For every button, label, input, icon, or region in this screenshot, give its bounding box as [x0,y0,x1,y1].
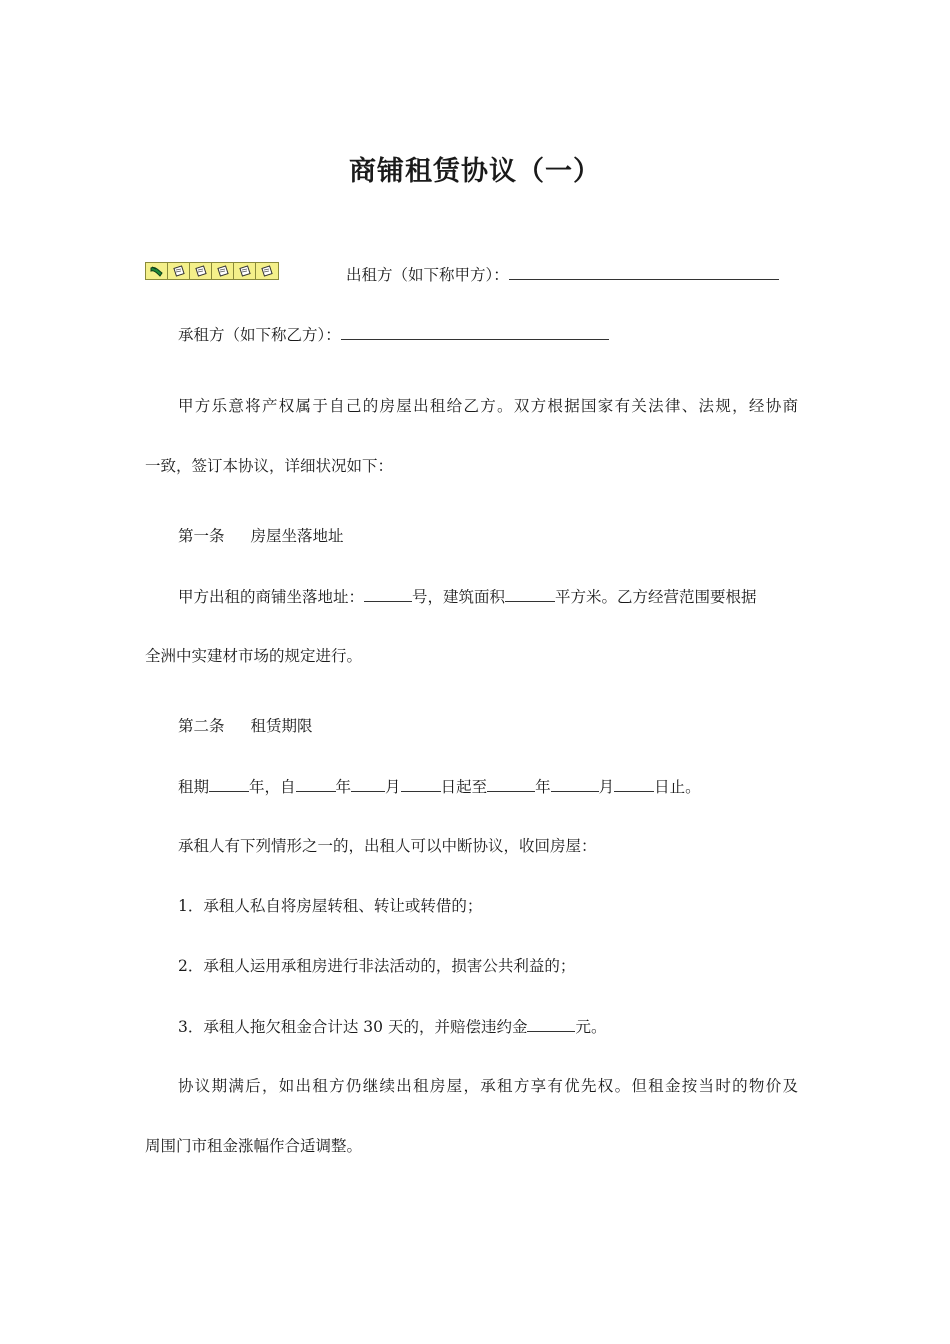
intro-line-2: 一致，签订本协议，详细状况如下： [145,457,394,475]
article-1-number: 第一条 [178,527,225,545]
scroll-icon [190,263,212,279]
term-label: 租期 [178,778,210,796]
month-unit: 月 [385,778,401,796]
condition-item-1: 1．承租人私自将房屋转租、转让或转借的； [178,897,483,915]
lessor-label: 出租方（如下称甲方）： [346,266,509,284]
scroll-icon [168,263,190,279]
month-unit: 月 [598,778,615,796]
lease-term-line [178,774,701,799]
term-to: 日起至 [440,778,488,796]
start-year-blank [296,774,336,792]
start-day-blank [401,774,441,792]
renewal-line-2: 周围门市租金涨幅作合适调整。 [145,1137,363,1155]
condition-item-3-text: 3．承租人拖欠租金合计达 30 天的，并赔偿违约金 [178,1018,528,1036]
article-1-title: 房屋坐落地址 [250,527,344,545]
renewal-line-1: 协议期满后，如出租方仍继续出租房屋，承租方享有优先权。但租金按当时的物价及 [178,1077,798,1095]
scroll-icon [212,263,234,279]
document-title: 商铺租赁协议（一） [349,156,601,187]
termination-intro: 承租人有下列情形之一的，出租人可以中断协议，收回房屋： [178,837,597,855]
scope-text: 平方米。乙方经营范围要根据 [555,588,757,606]
article-2-heading [178,714,313,738]
article-2-title: 租赁期限 [250,717,313,735]
scroll-icon [256,263,278,279]
lessee-blank [341,322,609,340]
end-day-blank [614,774,654,792]
lessor-blank [509,262,779,280]
lessee-line [178,322,609,347]
term-from: 年，自 [249,778,296,796]
term-end: 日止。 [654,778,701,796]
article-2-number: 第二条 [178,717,225,735]
intro-line-1: 甲方乐意将产权属于自己的房屋出租给乙方。双方根据国家有关法律、法规，经协商 [178,397,798,415]
end-year-blank [487,774,535,792]
scroll-icon [234,263,256,279]
area-blank [505,584,555,602]
year-unit: 年 [335,778,352,796]
area-label: 号，建筑面积 [412,588,506,606]
article-1-line-1 [178,584,757,609]
currency-unit: 元。 [575,1018,607,1036]
start-month-blank [351,774,385,792]
penalty-blank [527,1014,575,1032]
icon-strip [145,262,279,280]
condition-item-3 [178,1014,606,1039]
lessor-line [346,262,779,287]
end-month-blank [551,774,599,792]
term-years-blank [209,774,249,792]
article-1-heading [178,524,344,548]
article-1-line-2: 全洲中实建材市场的规定进行。 [145,647,363,665]
arrow-icon [146,263,168,279]
lessee-label: 承租方（如下称乙方）： [178,326,341,344]
year-unit: 年 [535,778,551,796]
address-label: 甲方出租的商铺坐落地址： [178,588,365,606]
address-number-blank [364,584,412,602]
condition-item-2: 2．承租人运用承租房进行非法活动的，损害公共利益的； [178,957,576,975]
